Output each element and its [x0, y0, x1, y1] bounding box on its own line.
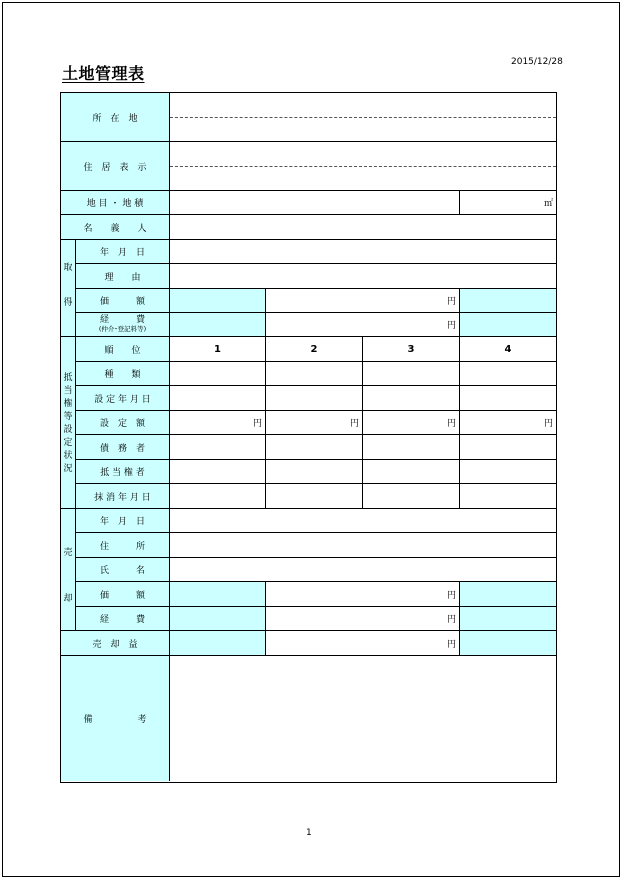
label-kind: 種 類: [75, 361, 169, 385]
yen-unit: 円: [446, 297, 456, 307]
label-address: 住 居 表 示: [61, 141, 169, 190]
kind-cell-4[interactable]: [459, 361, 556, 385]
sale-name-field[interactable]: [169, 557, 556, 581]
acq-expense-field[interactable]: [265, 312, 459, 336]
mortgage-char-7: 状: [63, 451, 73, 461]
acq-price-note[interactable]: [459, 288, 556, 312]
address-field[interactable]: [169, 141, 556, 190]
mortgage-char-2: 当: [63, 386, 73, 396]
yen-unit: 円: [349, 419, 359, 429]
mortgage-char-5: 設: [63, 425, 73, 435]
acq-price-field[interactable]: [265, 288, 459, 312]
sale-address-field[interactable]: [169, 532, 556, 557]
sale-char-2: 却: [63, 594, 73, 604]
setup-date-cell-4[interactable]: [459, 385, 556, 410]
setup-amount-cell-2[interactable]: [265, 410, 362, 434]
sale-group-label: [61, 508, 75, 630]
mortgage-char-6: 定: [63, 438, 73, 448]
label-sale-profit: 売 却 益: [61, 630, 169, 655]
sale-price-sub[interactable]: [169, 581, 265, 606]
yen-unit: 円: [446, 639, 456, 650]
yen-unit: 円: [446, 419, 456, 429]
label-rank: 順 位: [75, 336, 169, 361]
sale-price-note[interactable]: [459, 581, 556, 606]
kind-cell-2[interactable]: [265, 361, 362, 385]
mortgagee-cell-1[interactable]: [169, 459, 265, 483]
sale-expense-field[interactable]: [265, 606, 459, 630]
label-acq-price: 価 額: [75, 288, 169, 312]
sale-profit-note[interactable]: [459, 630, 556, 655]
debtor-cell-2[interactable]: [265, 434, 362, 459]
setup-date-cell-2[interactable]: [265, 385, 362, 410]
acquisition-group-label: [61, 239, 75, 336]
acquisition-char-1: 取: [63, 263, 73, 273]
debtor-cell-3[interactable]: [362, 434, 459, 459]
label-acq-reason: 理 由: [75, 263, 169, 288]
sale-profit-field[interactable]: [265, 630, 459, 655]
setup-amount-cell-3[interactable]: [362, 410, 459, 434]
acq-price-sub[interactable]: [169, 288, 265, 312]
label-mortgagee: 抵 当 権 者: [75, 459, 169, 483]
label-location: 所 在 地: [61, 93, 169, 141]
kind-cell-1[interactable]: [169, 361, 265, 385]
label-holder: 名 義 人: [61, 214, 169, 239]
document-title: 土地管理表: [62, 64, 145, 83]
acq-expense-note-cell[interactable]: [459, 312, 556, 336]
yen-unit: 円: [446, 321, 456, 331]
mortgage-char-4: 等: [63, 412, 73, 422]
mortgagee-cell-2[interactable]: [265, 459, 362, 483]
sale-date-field[interactable]: [169, 508, 556, 532]
sale-expense-sub[interactable]: [169, 606, 265, 630]
setup-amount-cell-4[interactable]: [459, 410, 556, 434]
page-number: 1: [306, 828, 312, 838]
rank-1: 1: [169, 336, 265, 361]
area-unit: ㎡: [543, 199, 553, 209]
document-date: 2015/12/28: [511, 57, 563, 67]
label-sale-address: 住 所: [75, 532, 169, 557]
label-acq-expense: [75, 312, 169, 336]
debtor-cell-1[interactable]: [169, 434, 265, 459]
mortgagee-cell-3[interactable]: [362, 459, 459, 483]
land-area-field[interactable]: [459, 190, 556, 214]
land-category-field[interactable]: [169, 190, 459, 214]
label-acq-date: 年 月 日: [75, 239, 169, 263]
mortgage-group-label: [61, 336, 75, 508]
land-management-table: [60, 92, 557, 783]
kind-cell-3[interactable]: [362, 361, 459, 385]
cancel-date-cell-3[interactable]: [362, 483, 459, 508]
label-sale-price: 価 額: [75, 581, 169, 606]
rank-3: 3: [362, 336, 459, 361]
setup-date-cell-3[interactable]: [362, 385, 459, 410]
yen-unit: 円: [252, 419, 262, 429]
sale-char-1: 売: [63, 548, 73, 558]
label-category-area: 地 目 ・ 地 積: [61, 190, 169, 214]
cancel-date-cell-1[interactable]: [169, 483, 265, 508]
label-setup-amount: 設 定 額: [75, 410, 169, 434]
setup-date-cell-1[interactable]: [169, 385, 265, 410]
location-field[interactable]: [169, 93, 556, 141]
yen-unit: 円: [446, 590, 456, 601]
mortgage-char-1: 抵: [63, 373, 73, 383]
label-debtor: 債 務 者: [75, 434, 169, 459]
yen-unit: 円: [446, 615, 456, 625]
acq-expense-sub[interactable]: [169, 312, 265, 336]
mortgage-char-3: 権: [63, 399, 73, 409]
mortgage-char-8: 況: [63, 464, 73, 474]
rank-4: 4: [459, 336, 556, 361]
cancel-date-cell-4[interactable]: [459, 483, 556, 508]
setup-amount-cell-1[interactable]: [169, 410, 265, 434]
label-remarks: 備 考: [61, 655, 169, 781]
sale-expense-note[interactable]: [459, 606, 556, 630]
label-cancel-date: 抹 消 年 月 日: [75, 483, 169, 508]
acq-expense-text: 経 費: [99, 314, 145, 325]
mortgagee-cell-4[interactable]: [459, 459, 556, 483]
acquisition-char-2: 得: [63, 298, 73, 308]
rank-2: 2: [265, 336, 362, 361]
sale-price-field[interactable]: [265, 581, 459, 606]
debtor-cell-4[interactable]: [459, 434, 556, 459]
label-sale-expense: 経 費: [75, 606, 169, 630]
label-sale-name: 氏 名: [75, 557, 169, 581]
acq-reason-field[interactable]: [169, 263, 556, 288]
acq-date-field[interactable]: [169, 239, 556, 263]
sale-profit-sub[interactable]: [169, 630, 265, 655]
cancel-date-cell-2[interactable]: [265, 483, 362, 508]
remarks-field[interactable]: [169, 655, 556, 781]
yen-unit: 円: [543, 419, 553, 429]
holder-field[interactable]: [169, 214, 556, 239]
label-sale-date: 年 月 日: [75, 508, 169, 532]
label-setup-date: 設 定 年 月 日: [75, 385, 169, 410]
acq-expense-note: (仲介･登記料等): [98, 324, 147, 333]
